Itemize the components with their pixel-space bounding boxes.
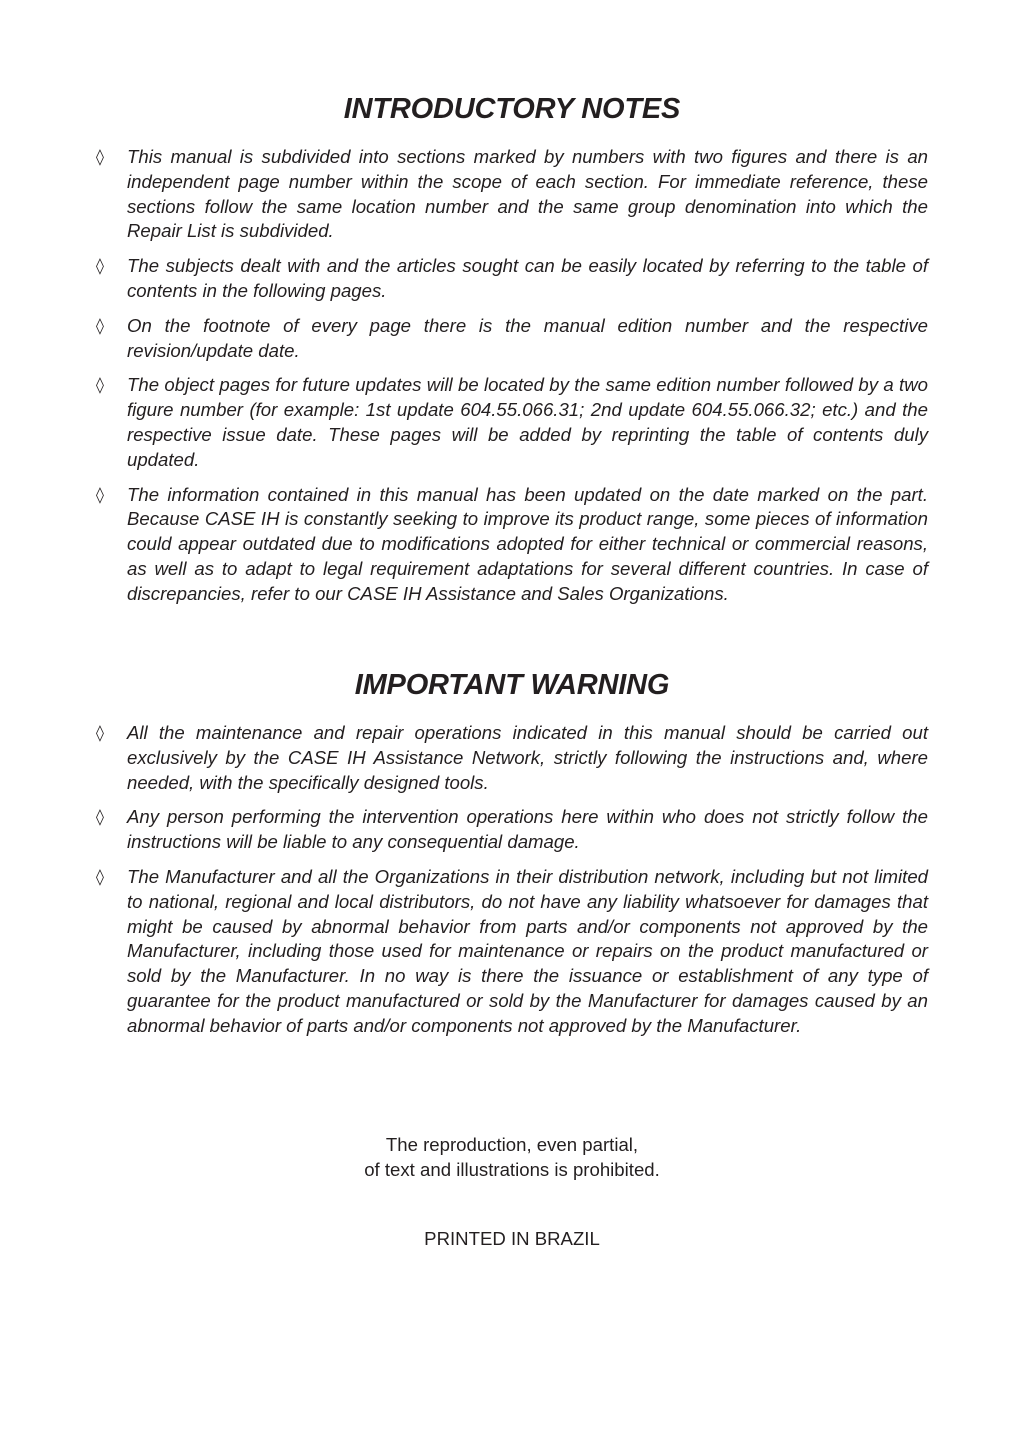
list-item <box>96 483 928 607</box>
important-warning-list <box>96 721 928 1049</box>
reproduction-line-1: The reproduction, even partial, <box>385 1134 639 1155</box>
warning-text: The Manufacturer and all the Organizations in their distribution network, including but not limited to national, regional and local distributors, do not have any liability whatsoever for damages that might be caused by abnormal behavior from parts and/or components not approved by the Manufacturer, including those used for maintenance or repairs on the product manufactured or sold by the Manufacturer. In no way is there the issuance or establishment of any type of guarantee for the product manufactured or sold by the Manufacturer for damages caused by an abnormal behavior of parts and/or components not approved by the Manufacturer. <box>127 865 928 1036</box>
diamond-bullet-icon: ◊ <box>96 866 104 886</box>
note-text: The object pages for future updates will be located by the same edition number followed by a two figure number (for example: 1st update 604.55.066.31; 2nd update 604.55.066.32; etc.) and the respective issue date. These pages will be added by reprinting the table of contents duly updated. <box>127 374 928 470</box>
diamond-bullet-icon: ◊ <box>96 723 104 742</box>
note-text: This manual is subdivided into sections marked by numbers with two figures and there is an independent page number within the scope of each section. For immediate reference, these sections follow the same location number and the same group denomination into which the Repair List is subdivided. <box>127 146 928 242</box>
reproduction-line-2: of text and illustrations is prohibited. <box>364 1159 660 1180</box>
list-item <box>96 145 928 244</box>
printed-in-notice: PRINTED IN BRAZIL <box>424 1228 600 1249</box>
diamond-bullet-icon: ◊ <box>96 147 104 166</box>
diamond-bullet-icon: ◊ <box>96 315 104 335</box>
warning-text: All the maintenance and repair operations indicated in this manual should be carried out exclusively by the CASE IH Assistance Network, strictly following the instructions and, where needed, with the specifically designed tools. <box>127 722 928 793</box>
note-text: The information contained in this manual has been updated on the date marked on the part. Because CASE IH is constantly seeking to improve its product range, some pieces of information could appear outdated due to modifications adopted for either technical or commercial reasons, as well as to adapt to legal requirement adaptations for several different countries. In case of discrepancies, refer to our CASE IH Assistance and Sales Organizations. <box>127 483 928 604</box>
diamond-bullet-icon: ◊ <box>96 807 104 827</box>
list-item <box>96 865 928 1039</box>
list-item <box>96 314 928 364</box>
important-warning-heading: IMPORTANT WARNING <box>354 669 670 701</box>
list-item <box>96 805 928 855</box>
list-item <box>96 254 928 304</box>
reproduction-notice <box>0 1132 1024 1182</box>
note-text: The subjects dealt with and the articles sought can be easily located by referring to the table of contents in the following pages. <box>127 255 928 301</box>
diamond-bullet-icon: ◊ <box>96 375 104 395</box>
warning-text: Any person performing the intervention operations here within who does not strictly follow the instructions will be liable to any consequential damage. <box>127 806 928 853</box>
list-item <box>96 373 928 472</box>
introductory-notes-heading: INTRODUCTORY NOTES <box>343 93 681 125</box>
diamond-bullet-icon: ◊ <box>96 256 104 276</box>
diamond-bullet-icon: ◊ <box>96 484 104 504</box>
introductory-notes-list <box>96 145 928 617</box>
list-item <box>96 721 928 795</box>
note-text: On the footnote of every page there is the manual edition number and the respective revision/update date. <box>127 314 928 361</box>
